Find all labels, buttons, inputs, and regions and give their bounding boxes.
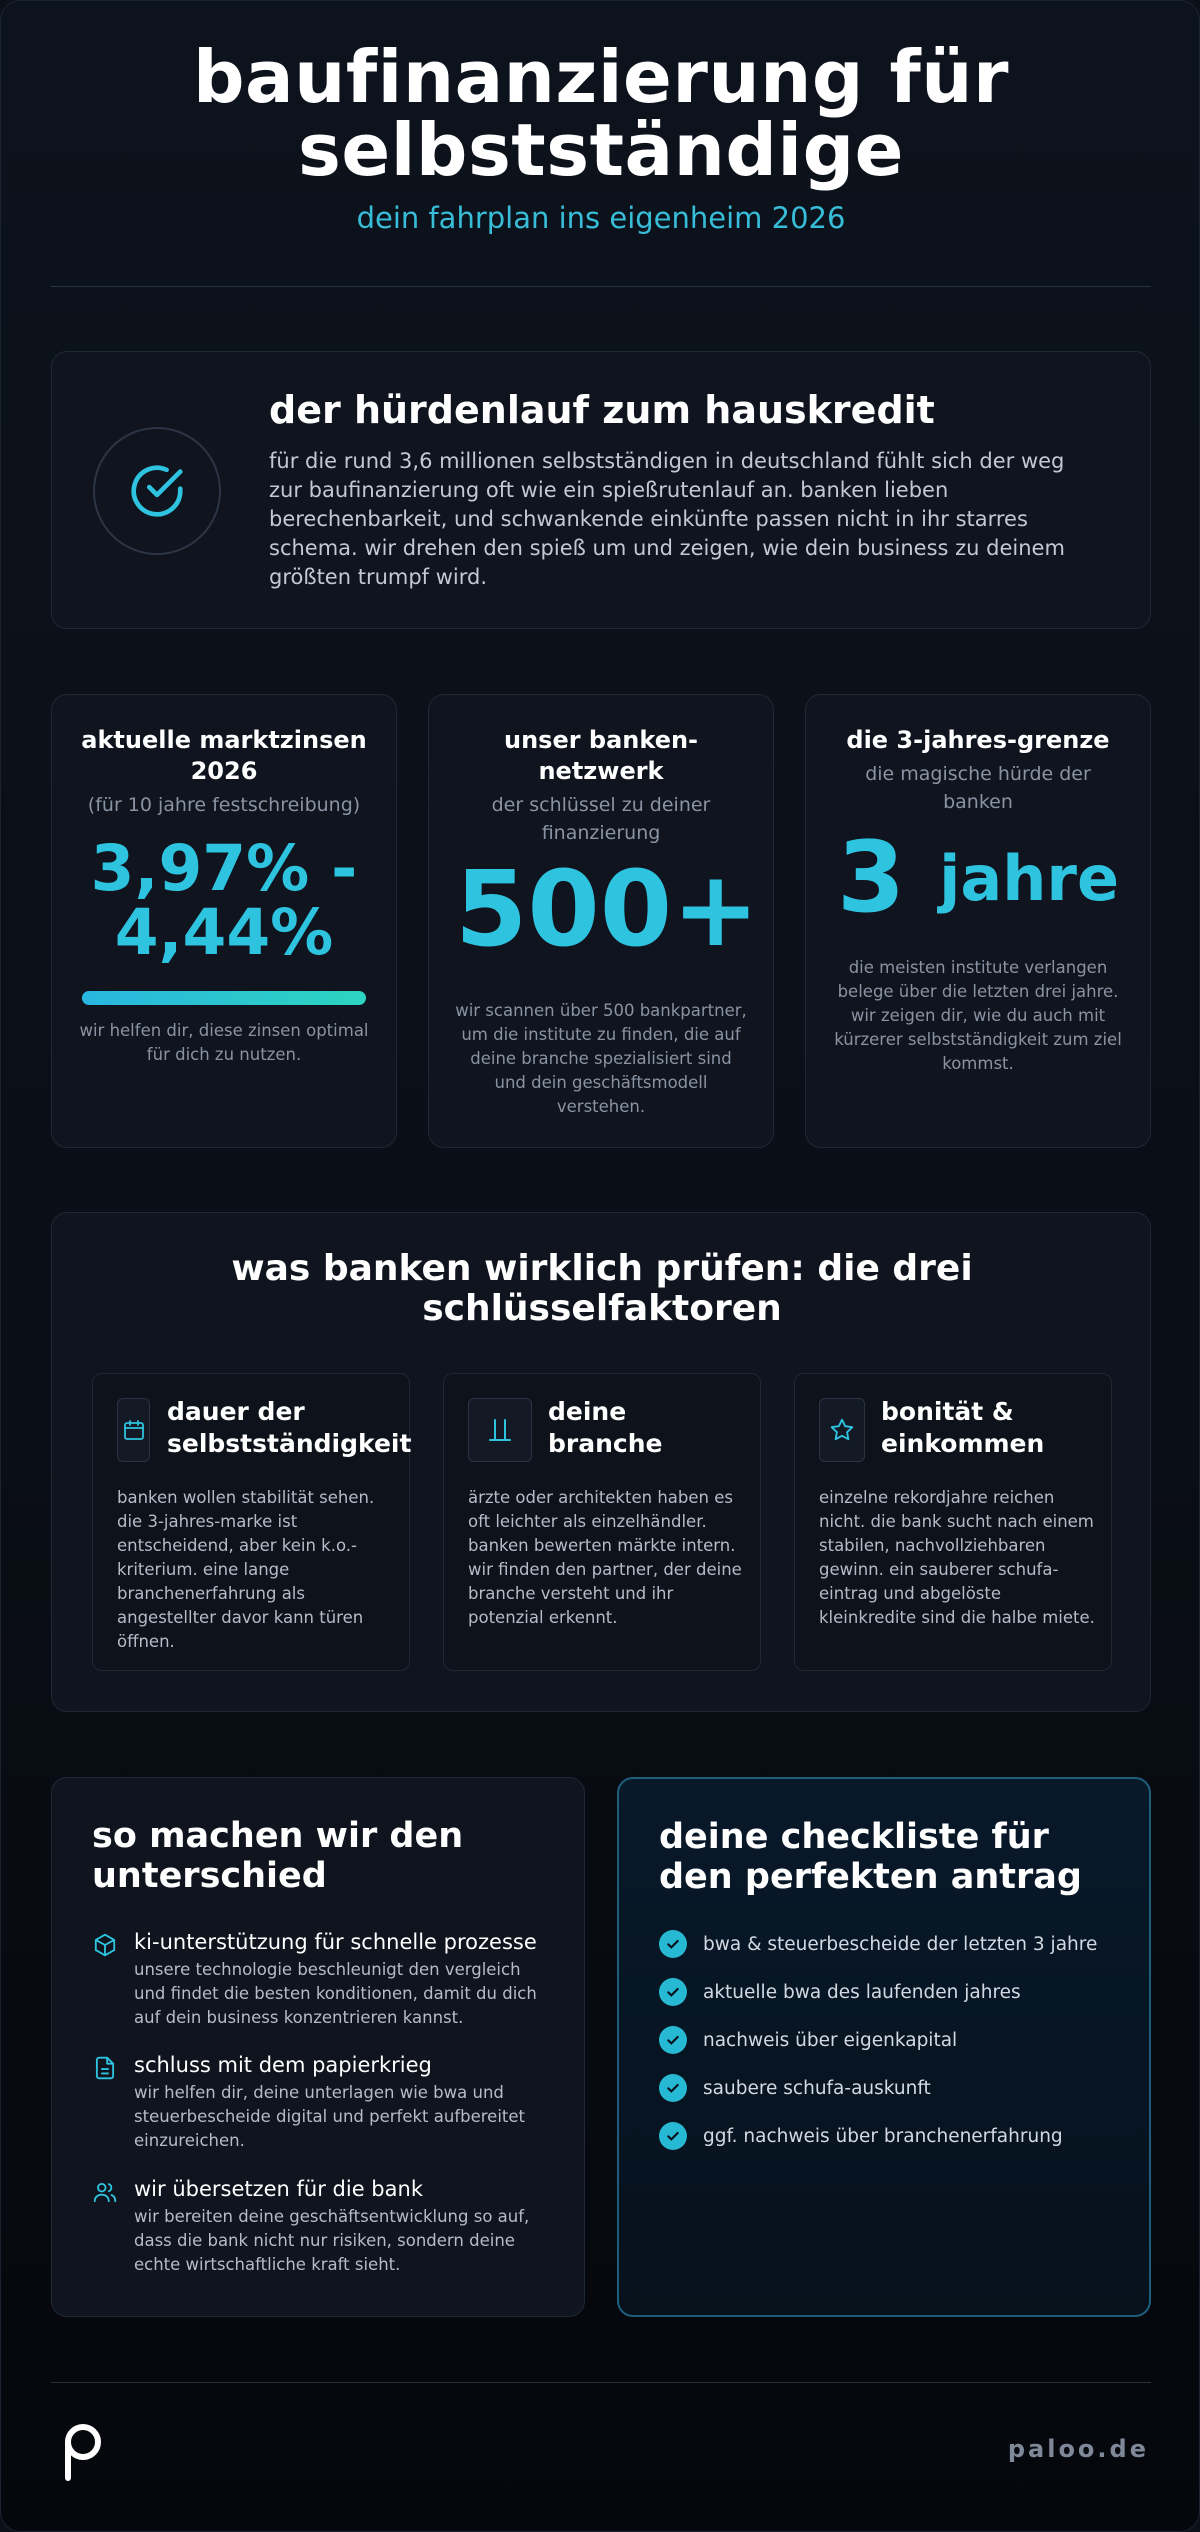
years-value (832, 821, 1124, 935)
factor-title-line-2: selbstständigkeit (167, 1429, 412, 1458)
stat-title: die 3-jahres-grenze (846, 726, 1110, 754)
stat-description: die meisten institute verlangen belege über die letzten drei jahre. wir zeigen dir, wie du auch mit kürzerer selbstständigkeit zum ziel kommst. (834, 958, 1122, 1073)
title-line-1: baufinanzierung für (192, 35, 1010, 119)
intro-card (51, 351, 1151, 629)
factor-description: ärzte oder architekten haben es oft leichter als einzelhändler. banken bewerten märkte intern. wir finden den partner, der deine branche versteht und ihr potenzial erkennt. (468, 1488, 742, 1627)
checklist-item-label: aktuelle bwa des laufenden jahres (703, 1981, 1021, 2003)
difference-item-title: schluss mit dem papierkrieg (134, 2053, 432, 2077)
interest-range-bar (82, 991, 366, 1005)
checklist-item (659, 2025, 957, 2055)
factor-title-line-2: branche (548, 1429, 663, 1458)
checklist-item-label: saubere schufa-auskunft (703, 2077, 931, 2099)
difference-title-line-1: so machen wir den (92, 1816, 464, 1856)
checklist-title (659, 1817, 1082, 1897)
stat-title: aktuelle marktzinsen 2026 (81, 726, 367, 785)
header (1, 35, 1200, 235)
stat-title: unser banken-netzwerk (503, 726, 699, 785)
checkmark-icon (659, 1978, 687, 2006)
stat-description: wir scannen über 500 bankpartner, um die institute zu finden, die auf deine branche spezialisiert sind und dein geschäftsmodell verstehen. (455, 1001, 747, 1116)
stat-card-interest (51, 694, 397, 1148)
factor-description: banken wollen stabilität sehen. die 3-jahres-marke ist entscheidend, aber kein k.o.-kriterium. eine lange branchenerfahrung als angestellter davor kann türen öffnen. (117, 1488, 375, 1651)
page-title (1, 35, 1200, 192)
difference-section (51, 1777, 585, 2317)
checklist-item (659, 1929, 1097, 1959)
header-divider (51, 286, 1151, 287)
interest-rate-value (78, 832, 370, 969)
factors-title: was banken wirklich prüfen: die drei schlüsselfaktoren (231, 1248, 973, 1329)
intro-title: der hürdenlauf zum hauskredit (269, 388, 935, 432)
checklist-title-line-2: den perfekten antrag (659, 1857, 1082, 1897)
factor-description: einzelne rekordjahre reichen nicht. die bank sucht nach einem stabilen, nachvollziehbaren gewinn. ein sauberer schufa-eintrag und abgelöste kleinkredite sind die halbe miete. (819, 1488, 1095, 1627)
stat-subtitle: die magische hürde der banken (865, 763, 1091, 813)
checkmark-icon (659, 1930, 687, 1958)
factor-card-industry (443, 1373, 761, 1671)
checkmark-icon (659, 2122, 687, 2150)
factor-title-line-1: bonität & (881, 1397, 1014, 1426)
factor-title-line-1: dauer der (167, 1397, 305, 1426)
checkmark-icon (659, 2026, 687, 2054)
stat-card-network (428, 694, 774, 1148)
stat-description: wir helfen dir, diese zinsen optimal für dich zu nutzen. (79, 1021, 369, 1064)
footer-website-link[interactable]: paloo.de (1007, 2435, 1149, 2463)
interest-rate-line-1: 3,97% - (90, 832, 358, 905)
title-line-2: selbstständige (298, 108, 904, 192)
pillars-icon (468, 1398, 532, 1462)
intro-text: für die rund 3,6 millionen selbstständigen in deutschland fühlt sich der weg zur baufinanzierung oft wie ein spießrutenlauf an. banken lieben berechenbarkeit, und schwankende einkünfte passen nicht in ihr starres schema. wir drehen den spieß um und zeigen, wie dein business zu deinem größten trumpf wird. (269, 449, 1065, 589)
years-number: 3 (836, 821, 906, 935)
years-unit: jahre (939, 841, 1120, 915)
factor-title (548, 1396, 662, 1460)
check-circle-icon (93, 427, 221, 555)
factor-title-line-1: deine (548, 1397, 627, 1426)
page-subtitle: dein fahrplan ins eigenheim 2026 (356, 201, 846, 235)
difference-item-text: unsere technologie beschleunigt den vergleich und findet die besten konditionen, damit du dich auf dein business konzentrieren kannst. (134, 1960, 537, 2027)
difference-item-text: wir helfen dir, deine unterlagen wie bwa und steuerbescheide digital und perfekt aufbereitet einzureichen. (134, 2083, 526, 2150)
checklist-item (659, 2073, 931, 2103)
factor-title-line-2: einkommen (881, 1429, 1045, 1458)
checklist-item-label: ggf. nachweis über branchenerfahrung (703, 2125, 1063, 2147)
difference-title-line-2: unterschied (92, 1856, 327, 1896)
difference-item-title: wir übersetzen für die bank (134, 2177, 423, 2201)
interest-rate-line-2: 4,44% (114, 896, 334, 969)
factor-card-credit (794, 1373, 1112, 1671)
footer-divider (51, 2382, 1151, 2383)
stat-card-three-years (805, 694, 1151, 1148)
cube-icon (92, 1932, 118, 1962)
stat-subtitle: der schlüssel zu deiner finanzierung (491, 794, 711, 844)
difference-title (92, 1816, 463, 1896)
document-icon (92, 2055, 118, 2085)
factor-title (167, 1396, 411, 1460)
difference-item-title: ki-unterstützung für schnelle prozesse (134, 1930, 537, 1954)
paloo-logo-icon[interactable] (61, 2423, 105, 2485)
bank-count-value: 500+ (455, 848, 760, 970)
checklist-item-label: bwa & steuerbescheide der letzten 3 jahre (703, 1933, 1098, 1955)
users-icon (92, 2179, 118, 2209)
checklist-item (659, 2121, 1063, 2151)
factor-title (881, 1396, 1044, 1460)
star-icon (819, 1398, 865, 1462)
checkmark-icon (659, 2074, 687, 2102)
checklist-section (617, 1777, 1151, 2317)
factor-card-duration (92, 1373, 410, 1671)
checklist-title-line-1: deine checkliste für (659, 1817, 1049, 1857)
calendar-icon (117, 1398, 150, 1462)
checklist-item (659, 1977, 1021, 2007)
stat-subtitle: (für 10 jahre festschreibung) (87, 794, 361, 816)
checklist-item-label: nachweis über eigenkapital (703, 2029, 958, 2051)
difference-item-text: wir bereiten deine geschäftsentwicklung so auf, dass die bank nicht nur risiken, sondern deine echte wirtschaftliche kraft sieht. (134, 2207, 530, 2274)
factors-section (51, 1212, 1151, 1712)
